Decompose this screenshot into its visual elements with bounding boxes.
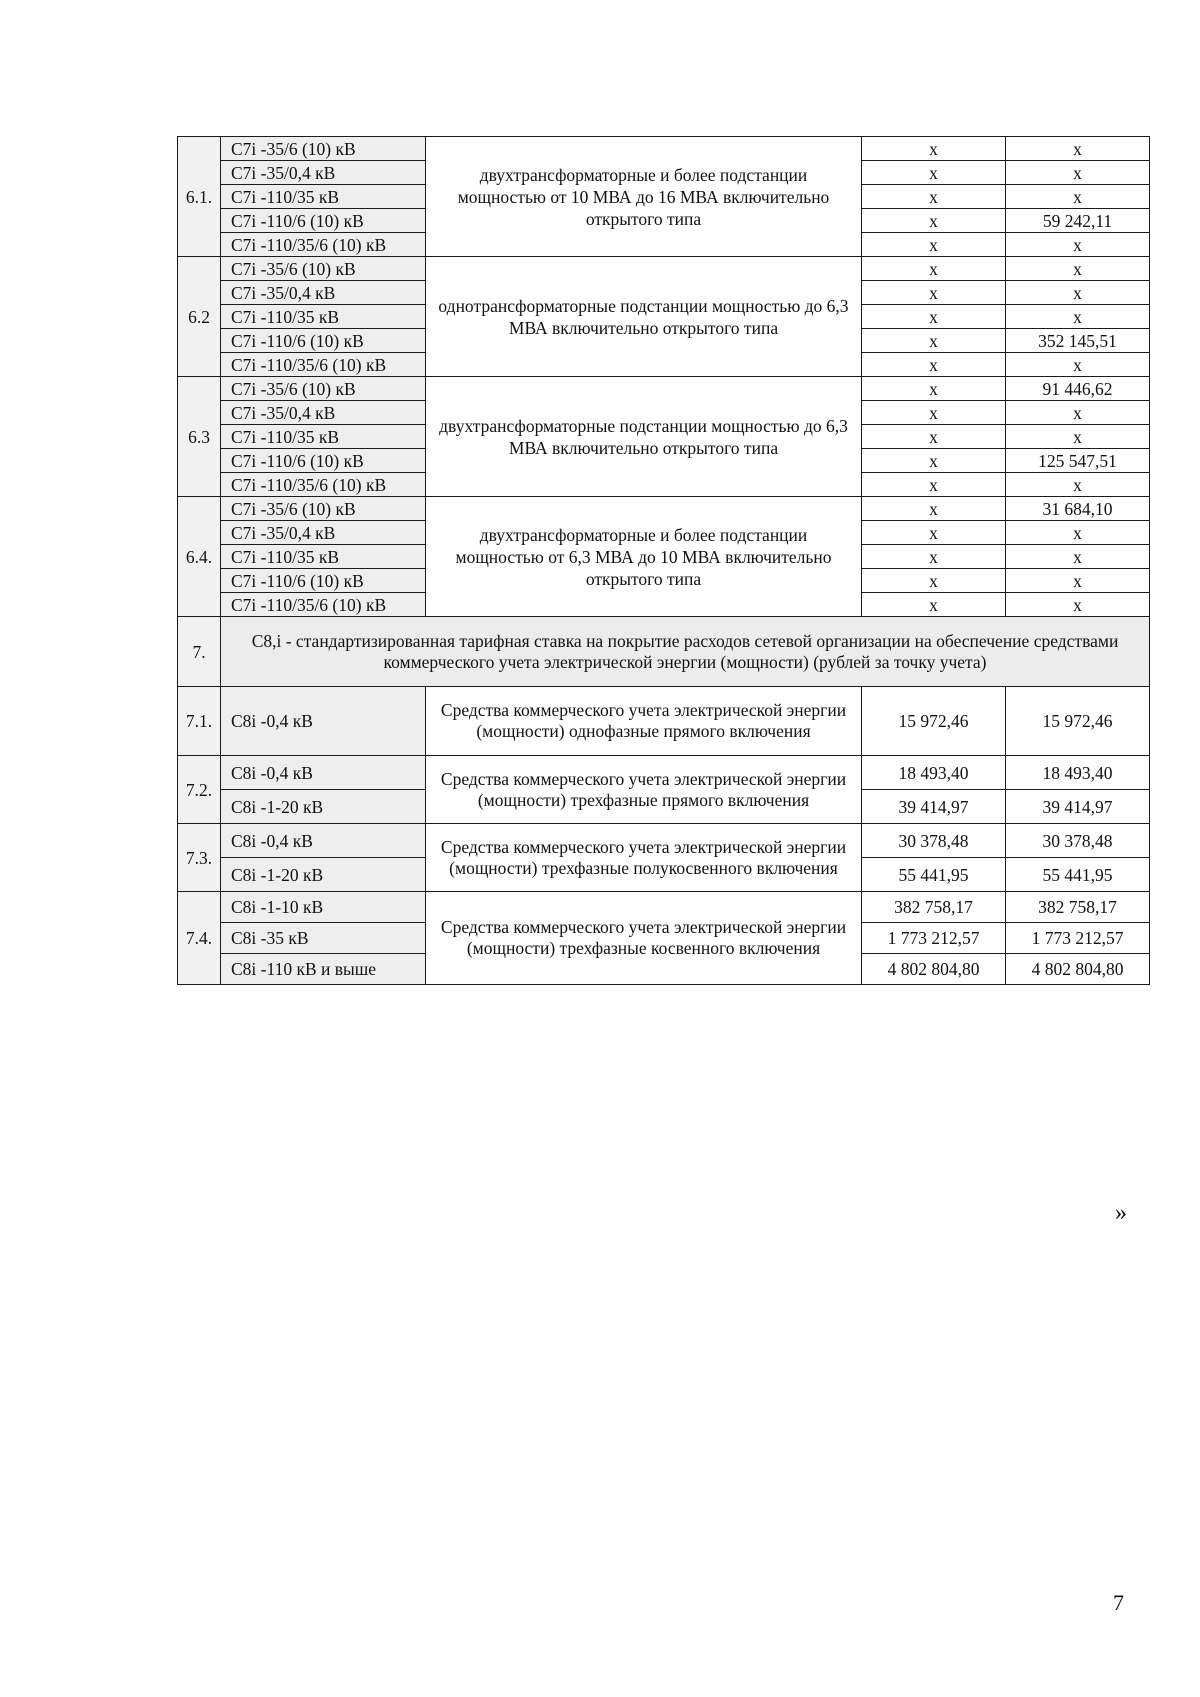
value-cell: 30 378,48 [862,824,1006,858]
value-cell: 91 446,62 [1006,377,1150,401]
value-cell: x [1006,161,1150,185]
value-cell: 382 758,17 [1006,892,1150,923]
rate-code: C8i -1-10 кВ [221,892,426,923]
value-cell: x [862,377,1006,401]
rate-code: C7i -110/6 (10) кВ [221,569,426,593]
rate-code: C7i -110/35 кВ [221,305,426,329]
value-cell: x [862,497,1006,521]
table-row [178,824,1150,858]
rate-code: C8i -35 кВ [221,923,426,954]
value-cell: x [1006,569,1150,593]
value-cell: x [862,209,1006,233]
section-number: 7.3. [178,824,221,892]
value-cell: x [1006,185,1150,209]
table-row [178,137,1150,161]
page-number: 7 [1113,1590,1124,1615]
value-cell: x [862,425,1006,449]
section-number: 7.1. [178,687,221,756]
rate-code: C8i -0,4 кВ [221,756,426,790]
value-cell: x [1006,593,1150,617]
value-cell: x [862,545,1006,569]
value-cell: 15 972,46 [1006,687,1150,756]
section-number: 6.4. [178,497,221,617]
value-cell: 4 802 804,80 [862,954,1006,985]
value-cell: x [862,473,1006,497]
rate-code: C7i -110/35/6 (10) кВ [221,233,426,257]
value-cell: x [1006,545,1150,569]
rate-code: C7i -35/0,4 кВ [221,281,426,305]
table-row [178,497,1150,521]
value-cell: x [1006,137,1150,161]
rate-code: C7i -35/0,4 кВ [221,161,426,185]
value-cell: x [862,137,1006,161]
value-cell: x [1006,473,1150,497]
rate-code: C7i -110/6 (10) кВ [221,329,426,353]
value-cell: x [1006,257,1150,281]
section-description: Средства коммерческого учета электрической энергии (мощности) трехфазные косвенного включения [426,892,862,985]
section-header-row [178,617,1150,687]
rate-code: C7i -35/0,4 кВ [221,401,426,425]
value-cell: x [862,281,1006,305]
section-title: C8,i - стандартизированная тарифная ставка на покрытие расходов сетевой организации на обеспечение средствами коммерческого учета электрической энергии (мощности) (рублей за точку учета) [221,617,1150,687]
rate-code: C7i -110/35/6 (10) кВ [221,353,426,377]
section-number: 6.3 [178,377,221,497]
rate-code: C8i -0,4 кВ [221,687,426,756]
value-cell: 39 414,97 [1006,790,1150,824]
table-row [178,756,1150,790]
rate-code: C7i -110/35/6 (10) кВ [221,473,426,497]
rate-code: C8i -0,4 кВ [221,824,426,858]
section-number: 7.4. [178,892,221,985]
value-cell: x [862,185,1006,209]
value-cell: 352 145,51 [1006,329,1150,353]
value-cell: x [862,449,1006,473]
value-cell: x [862,569,1006,593]
value-cell: 59 242,11 [1006,209,1150,233]
value-cell: 55 441,95 [1006,858,1150,892]
value-cell: 39 414,97 [862,790,1006,824]
value-cell: x [1006,305,1150,329]
value-cell: x [1006,353,1150,377]
value-cell: 30 378,48 [1006,824,1150,858]
value-cell: x [1006,233,1150,257]
rate-code: C7i -110/35 кВ [221,425,426,449]
value-cell: x [862,521,1006,545]
value-cell: x [862,353,1006,377]
rate-code: C7i -110/35 кВ [221,545,426,569]
section-number: 7. [178,617,221,687]
value-cell: 1 773 212,57 [1006,923,1150,954]
section-description: двухтрансформаторные и более подстанции мощностью от 10 МВА до 16 МВА включительно открытого типа [426,137,862,257]
value-cell: 125 547,51 [1006,449,1150,473]
rate-code: C7i -35/6 (10) кВ [221,257,426,281]
table-row [178,257,1150,281]
table-row [178,892,1150,923]
value-cell: x [862,329,1006,353]
section-number: 7.2. [178,756,221,824]
section-description: однотрансформаторные подстанции мощностью до 6,3 МВА включительно открытого типа [426,257,862,377]
rate-code: C8i -110 кВ и выше [221,954,426,985]
rate-code: C8i -1-20 кВ [221,790,426,824]
section-number: 6.2 [178,257,221,377]
section-description: двухтрансформаторные и более подстанции мощностью от 6,3 МВА до 10 МВА включительно открытого типа [426,497,862,617]
closing-quote-mark: » [1115,1200,1127,1226]
rate-code: C7i -35/6 (10) кВ [221,377,426,401]
section-description: двухтрансформаторные подстанции мощностью до 6,3 МВА включительно открытого типа [426,377,862,497]
section-description: Средства коммерческого учета электрической энергии (мощности) трехфазные прямого включения [426,756,862,824]
rate-code: C7i -110/6 (10) кВ [221,449,426,473]
rate-code: C7i -35/0,4 кВ [221,521,426,545]
section-description: Средства коммерческого учета электрической энергии (мощности) трехфазные полукосвенного включения [426,824,862,892]
value-cell: 18 493,40 [1006,756,1150,790]
rate-code: C8i -1-20 кВ [221,858,426,892]
tariff-table [177,136,1150,985]
value-cell: x [1006,521,1150,545]
rate-code: C7i -110/35/6 (10) кВ [221,593,426,617]
table-row [178,377,1150,401]
value-cell: x [862,161,1006,185]
value-cell: x [1006,425,1150,449]
value-cell: x [1006,281,1150,305]
value-cell: 18 493,40 [862,756,1006,790]
rate-code: C7i -35/6 (10) кВ [221,497,426,521]
rate-code: C7i -110/6 (10) кВ [221,209,426,233]
section-number: 6.1. [178,137,221,257]
value-cell: x [1006,401,1150,425]
value-cell: 4 802 804,80 [1006,954,1150,985]
value-cell: 55 441,95 [862,858,1006,892]
value-cell: 382 758,17 [862,892,1006,923]
value-cell: 1 773 212,57 [862,923,1006,954]
value-cell: x [862,257,1006,281]
value-cell: 15 972,46 [862,687,1006,756]
rate-code: C7i -110/35 кВ [221,185,426,209]
value-cell: 31 684,10 [1006,497,1150,521]
value-cell: x [862,401,1006,425]
section-description: Средства коммерческого учета электрической энергии (мощности) однофазные прямого включения [426,687,862,756]
table-row [178,687,1150,756]
value-cell: x [862,593,1006,617]
value-cell: x [862,305,1006,329]
value-cell: x [862,233,1006,257]
rate-code: C7i -35/6 (10) кВ [221,137,426,161]
